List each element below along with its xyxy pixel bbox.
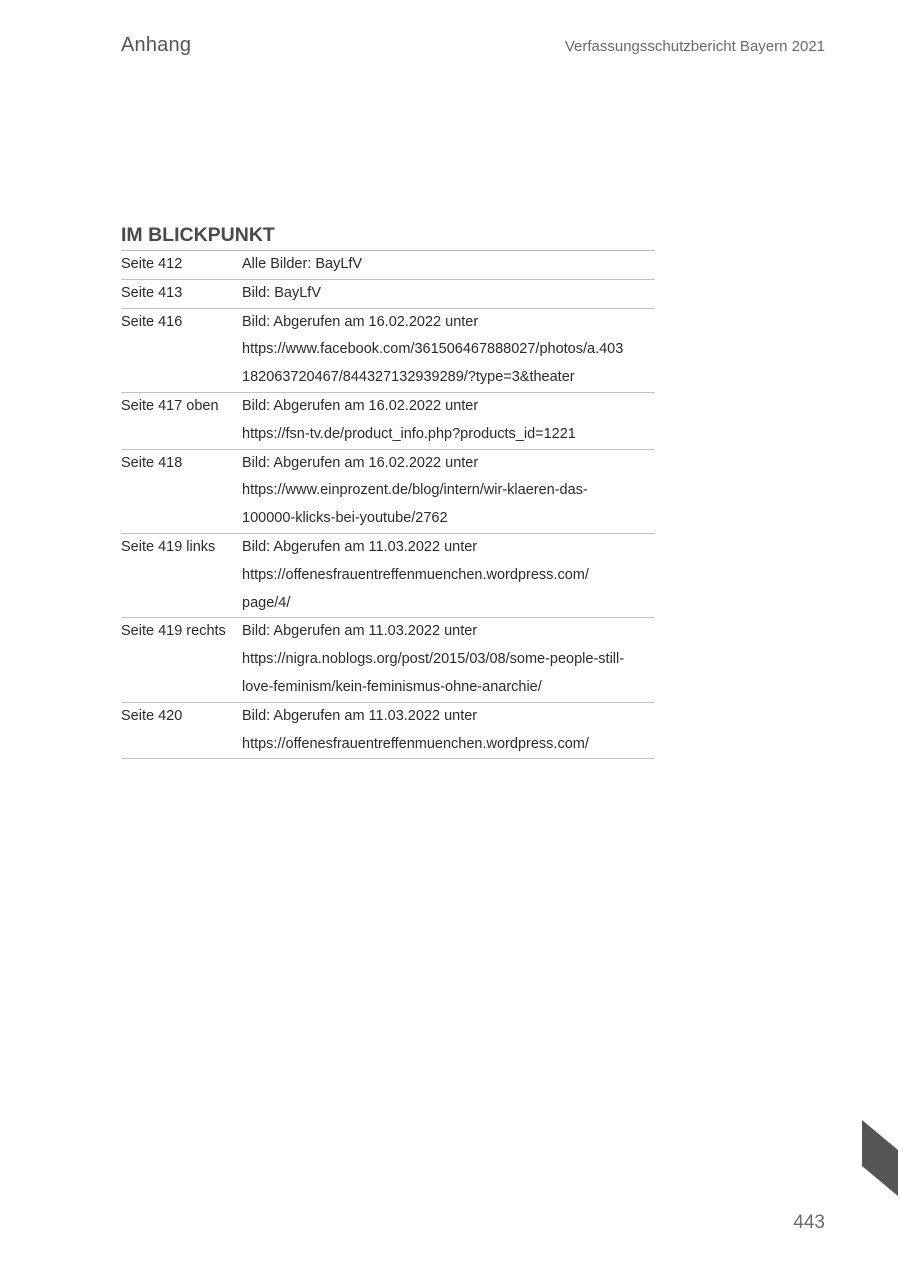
page-reference: Seite 413 — [121, 284, 183, 301]
source-line: Alle Bilder: BayLfV — [242, 256, 363, 272]
source-line: https://www.facebook.com/361506467888027/photos/a.403 — [242, 341, 624, 358]
source-line: Bild: Abgerufen am 16.02.2022 unter — [242, 397, 479, 414]
source-line: https://nigra.noblogs.org/post/2015/03/08/some-people-still- — [242, 651, 625, 668]
source-line: https://fsn-tv.de/product_info.php?products_id=1221 — [242, 425, 576, 442]
table-row — [121, 449, 655, 533]
source-line: 100000-klicks-bei-youtube/2762 — [242, 510, 448, 527]
table-row — [121, 702, 655, 759]
image-source — [242, 533, 655, 617]
page-reference: Seite 416 — [121, 313, 183, 330]
image-credits-section — [121, 222, 655, 759]
image-source — [242, 449, 655, 533]
source-line: Bild: Abgerufen am 16.02.2022 unter — [242, 313, 479, 330]
source-line: page/4/ — [242, 594, 291, 611]
source-line: https://www.einprozent.de/blog/intern/wir-klaeren-das- — [242, 482, 588, 499]
header-publication-title: Verfassungsschutzbericht Bayern 2021 — [564, 38, 825, 55]
table-row — [121, 618, 655, 702]
source-line: Bild: Abgerufen am 16.02.2022 unter — [242, 454, 479, 471]
page-reference: Seite 417 oben — [121, 397, 219, 414]
page-reference: Seite 419 links — [121, 538, 216, 555]
image-source — [242, 392, 655, 449]
source-line: https://offenesfrauentreffenmuenchen.wordpress.com/ — [242, 735, 589, 752]
table-row — [121, 533, 655, 617]
source-line: love-feminism/kein-feminismus-ohne-anarchie/ — [242, 678, 542, 695]
source-line: Bild: Abgerufen am 11.03.2022 unter — [242, 707, 478, 724]
page-reference: Seite 420 — [121, 707, 183, 724]
source-line: Bild: Abgerufen am 11.03.2022 unter — [242, 623, 478, 640]
image-source — [242, 618, 655, 702]
page-reference: Seite 412 — [121, 256, 183, 272]
page-number: 443 — [793, 1212, 825, 1233]
source-line: 182063720467/844327132939289/?type=3&theater — [242, 369, 575, 386]
corner-tab-marker — [862, 1120, 898, 1196]
image-source — [242, 279, 655, 308]
table-row — [121, 279, 655, 308]
page-reference: Seite 419 rechts — [121, 623, 226, 640]
image-source — [242, 308, 655, 392]
credits-table-body — [121, 251, 655, 759]
page-reference: Seite 418 — [121, 454, 183, 471]
table-row — [121, 392, 655, 449]
section-title: IM BLICKPUNKT — [121, 222, 655, 251]
source-line: https://offenesfrauentreffenmuenchen.wordpress.com/ — [242, 566, 589, 583]
source-line: Bild: Abgerufen am 11.03.2022 unter — [242, 538, 478, 555]
image-source — [242, 702, 655, 759]
table-row — [121, 308, 655, 392]
header-section-name: Anhang — [121, 34, 192, 56]
image-source — [242, 251, 655, 279]
source-line: Bild: BayLfV — [242, 284, 321, 301]
table-row — [121, 251, 655, 279]
credits-table — [121, 251, 655, 759]
